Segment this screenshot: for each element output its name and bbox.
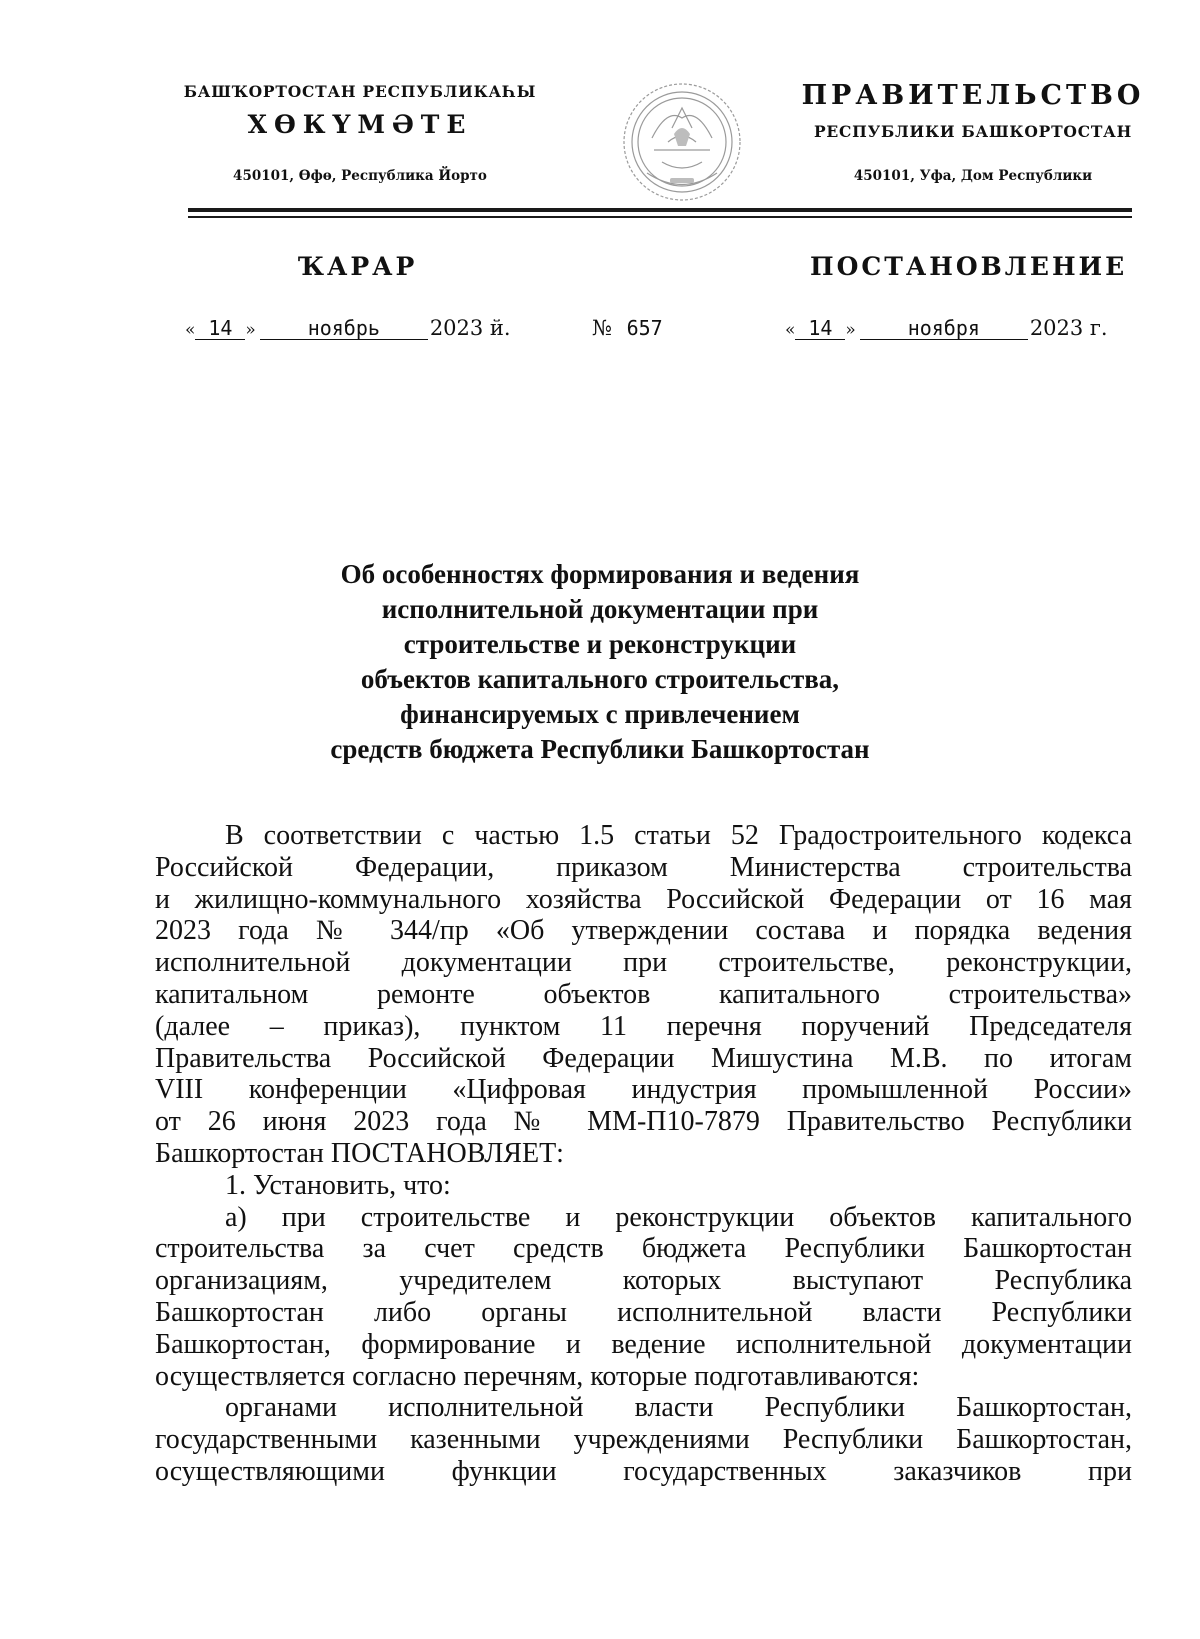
body-line xyxy=(155,947,1132,979)
body-line xyxy=(155,1424,1132,1456)
body-line xyxy=(155,1392,1132,1424)
date-right-close-quote: » xyxy=(845,320,856,340)
body-line xyxy=(155,1170,1132,1202)
document-title-line: средств бюджета Республики Башкортостан xyxy=(330,734,870,764)
document-title-line: финансируемых с привлечением xyxy=(400,699,800,729)
date-right xyxy=(785,316,1108,340)
title-postanovlenie: ПОСТАНОВЛЕНИЕ xyxy=(810,252,1128,281)
body-line-text: осуществляется согласно перечням, которые подготавливаются: xyxy=(155,1360,920,1392)
body-line-text: органами исполнительной власти Республики Башкортостан, xyxy=(225,1392,1132,1424)
body-line-text: капитальном ремонте объектов капитального строительства» xyxy=(155,978,1132,1010)
document-title-line: Об особенностях формирования и ведения xyxy=(340,559,860,589)
body-line-text: осуществляющими функции государственных заказчиков при xyxy=(155,1455,1132,1487)
body-line-text: государственными казенными учреждениями Республики Башкортостан, xyxy=(155,1424,1132,1456)
body-line xyxy=(155,1265,1132,1297)
date-right-year: 2023 г. xyxy=(1029,316,1108,340)
document-title-line: объектов капитального строительства, xyxy=(360,664,840,694)
number-sign: № xyxy=(592,316,612,340)
bashkortostan-emblem-icon xyxy=(612,78,752,206)
date-left-month: ноябрь xyxy=(260,317,428,340)
body-line-text: а) при строительстве и реконструкции объектов капитального xyxy=(225,1201,1132,1233)
date-left-day: 14 xyxy=(195,317,245,340)
body-line xyxy=(155,1011,1132,1043)
title-karar: ҠАРАР xyxy=(298,252,418,281)
date-left xyxy=(185,316,511,340)
date-right-month: ноября xyxy=(860,317,1028,340)
body-line xyxy=(155,1297,1132,1329)
date-left-close-quote: » xyxy=(245,320,256,340)
body-line xyxy=(155,915,1132,947)
body-line xyxy=(155,852,1132,884)
body-line-text: и жилищно-коммунального хозяйства Российской Федерации от 16 мая xyxy=(155,883,1132,915)
header-right-line1: ПРАВИТЕЛЬСТВО xyxy=(801,80,1145,111)
document-title-line: строительстве и реконструкции xyxy=(403,629,797,659)
body-line-text: 2023 года № 344/пр «Об утверждении состава и порядка ведения xyxy=(155,915,1132,947)
body-line xyxy=(155,979,1132,1011)
body-line-text: (далее – приказ), пунктом 11 перечня поручений Председателя xyxy=(155,1010,1132,1042)
body-line xyxy=(155,1456,1132,1488)
body-line xyxy=(155,1233,1132,1265)
date-left-open-quote: « xyxy=(185,320,196,340)
document-number xyxy=(592,316,663,340)
date-left-year: 2023 й. xyxy=(429,316,511,340)
body-line xyxy=(155,1361,1132,1393)
document-body xyxy=(155,820,1132,1488)
body-line xyxy=(155,884,1132,916)
body-line-text: исполнительной документации при строительстве, реконструкции, xyxy=(155,947,1132,979)
header-divider-thin xyxy=(188,216,1132,218)
body-line-text: Башкортостан либо органы исполнительной власти Республики xyxy=(155,1296,1132,1328)
header-divider-thick xyxy=(188,208,1132,212)
header-left-line1: БАШҠОРТОСТАН РЕСПУБЛИКАҺЫ xyxy=(183,82,537,101)
body-line-text: строительства за счет средств бюджета Республики Башкортостан xyxy=(155,1233,1132,1265)
date-right-open-quote: « xyxy=(785,320,796,340)
body-line-text: VIII конференции «Цифровая индустрия промышленной России» xyxy=(155,1074,1132,1106)
body-line-text: Башкортостан, формирование и ведение исполнительной документации xyxy=(155,1328,1132,1360)
body-line xyxy=(155,1043,1132,1075)
body-line-text: В соответствии с частью 1.5 статьи 52 Градостроительного кодекса xyxy=(225,820,1132,851)
body-line-text: Правительства Российской Федерации Мишустина М.В. по итогам xyxy=(155,1042,1132,1074)
body-line xyxy=(155,1106,1132,1138)
body-line xyxy=(155,820,1132,852)
number-value: 657 xyxy=(626,316,663,340)
header-right-address: 450101, Уфа, Дом Республики xyxy=(853,168,1093,184)
body-line xyxy=(155,1329,1132,1361)
date-right-day: 14 xyxy=(795,317,845,340)
body-line-text: организациям, учредителем которых выступают Республика xyxy=(155,1265,1132,1297)
body-line xyxy=(155,1202,1132,1234)
body-line xyxy=(155,1138,1132,1170)
body-line-text: Башкортостан ПОСТАНОВЛЯЕТ: xyxy=(155,1137,564,1169)
body-line-text: от 26 июня 2023 года № ММ-П10-7879 Правительство Республики xyxy=(155,1106,1132,1138)
body-line-text: Российской Федерации, приказом Министерства строительства xyxy=(155,851,1132,883)
header-right-line2: РЕСПУБЛИКИ БАШКОРТОСТАН xyxy=(813,122,1133,141)
header-left-line2: ХӨКҮМӘТЕ xyxy=(247,110,473,139)
document-title-line: исполнительной документации при xyxy=(381,594,819,624)
document-title xyxy=(200,557,1000,767)
header-left-address: 450101, Өфө, Республика Йорто xyxy=(233,168,487,184)
body-line xyxy=(155,1074,1132,1106)
body-line-text: 1. Установить, что: xyxy=(225,1169,451,1201)
